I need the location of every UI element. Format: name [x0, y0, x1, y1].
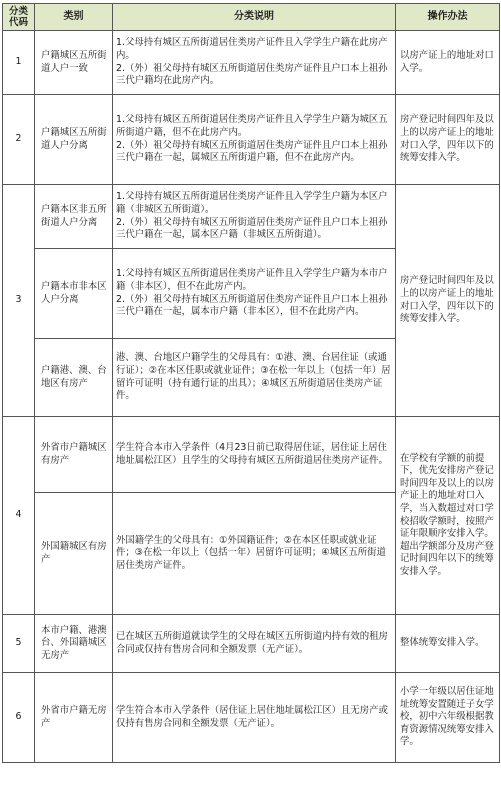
- description-line: 2.（外）祖父母持有城区五所街道居住类房产证件且户口本上祖孙三代户籍均在此房产内。: [116, 62, 388, 87]
- row-description: 已在城区五所街道就读学生的父母在城区五所街道内持有效的租房合同或仅持有售房合同和全额发票（无产证）。: [113, 615, 396, 673]
- header-method: 操作办法: [396, 4, 500, 31]
- row-category: 户籍本区非五所街道人户分离: [35, 185, 113, 249]
- row-code: 2: [3, 95, 35, 185]
- description-line: 2.（外）祖父母持有城区五所街道居住类房产证件且户口本上祖孙三代户籍在一起，属城区五所街道户籍，但不在此房产内。: [116, 139, 388, 164]
- row-code: 4: [3, 417, 35, 615]
- table-row: [3, 31, 500, 95]
- row-description: 外国籍学生的父母具有：①外国籍证件；②在本区任职或就业证件；③在松一年以上（包括一年）居留许可证明；④城区五所街道居住类房产证件。: [113, 493, 396, 615]
- row-category: 外省市户籍城区有房产: [35, 417, 113, 493]
- row-category: 外国籍城区有房产: [35, 493, 113, 615]
- description-line: 1.父母持有城区五所街道居住类房产证件且入学学生户籍为本区户籍（非城区五所街道）。: [116, 191, 388, 215]
- table-row: [3, 615, 500, 673]
- row-method: 整体统筹安排入学。: [396, 615, 500, 673]
- row-method: 以房产证上的地址对口入学。: [396, 31, 500, 95]
- row-category: 本市户籍、港澳台、外国籍城区无房产: [35, 615, 113, 673]
- table-row: [3, 95, 500, 185]
- table-row: [3, 417, 500, 493]
- header-category: 类别: [35, 4, 113, 31]
- table-header-row: [3, 4, 500, 31]
- row-method: 在学校有学额的前提下，优先安排房产登记时间四年及以上的以房产证上的地址对口入学，当入数超过对口学校招收学额时，按照产证年限顺序安排入学。超出学额部分及房产登记时间四年以下的统筹安排入学。: [396, 417, 500, 615]
- description-line: 1.父母持有城区五所街道居住类房产证件且入学学生户籍在此房产内。: [116, 37, 388, 61]
- table-row: [3, 673, 500, 763]
- row-code: 1: [3, 31, 35, 95]
- row-category: 户籍城区五所街道人户一致: [35, 31, 113, 95]
- row-method: 房产登记时间四年及以上的以房产证上的地址对口入学，四年以下的统筹安排入学。: [396, 185, 500, 417]
- row-code: 3: [3, 185, 35, 417]
- row-method: 房产登记时间四年及以上的以房产证上的地址对口入学，四年以下的统筹安排入学。: [396, 95, 500, 185]
- row-description: 学生符合本市入学条件（居住证上居住地址属松江区）且无房产或仅持有售房合同和全额发票（无产证）。: [113, 673, 396, 763]
- description-line: 2.（外）祖父母持有城区五所街道居住类房产证件且户口本上祖孙三代户籍在一起，属本区户籍（非城区五所街道）。: [116, 216, 388, 241]
- row-description: [113, 249, 396, 339]
- description-line: 1.父母持有城区五所街道居住类房产证件且入学学生户籍为城区五所街道户籍，但不在此房产内。: [116, 114, 388, 138]
- row-code: 6: [3, 673, 35, 763]
- row-category: 户籍港、澳、台地区有房产: [35, 339, 113, 417]
- row-code: 5: [3, 615, 35, 673]
- row-description: [113, 185, 396, 249]
- table-row: [3, 185, 500, 249]
- row-description: 学生符合本市入学条件（4月23日前已取得居住证，居住证上居住地址属松江区）且学生的父母持有城区五所街道居住类房产证件。: [113, 417, 396, 493]
- row-method: 小学一年级以居住证地址统筹安置随迁子女学校，初中六年级根据教育资源情况统筹安排入学。: [396, 673, 500, 763]
- description-line: 2.（外）祖父母持有城区五所街道居住类房产证件且户口本上祖孙三代户籍在一起，属本市户籍（非本区），但不在此房产内。: [116, 293, 388, 318]
- header-description: 分类说明: [113, 4, 396, 31]
- row-description: [113, 95, 396, 185]
- row-category: 外省市户籍无房产: [35, 673, 113, 763]
- enrollment-category-table: [2, 3, 500, 763]
- row-description: [113, 31, 396, 95]
- row-category: 户籍城区五所街道人户分离: [35, 95, 113, 185]
- header-code: 分类代码: [3, 4, 35, 31]
- description-line: 1.父母持有城区五所街道居住类房产证件且入学学生户籍为本市户籍（非本区），但不在此房产内。: [116, 268, 388, 292]
- row-category: 户籍本市非本区人户分离: [35, 249, 113, 339]
- row-description: 港、澳、台地区户籍学生的父母具有：①港、澳、台居住证（或通行证）；②在本区任职或就业证件；③在松一年以上（包括一年）居留许可证明（持有通行证的出具）；④城区五所街道居住类房产证件。: [113, 339, 396, 417]
